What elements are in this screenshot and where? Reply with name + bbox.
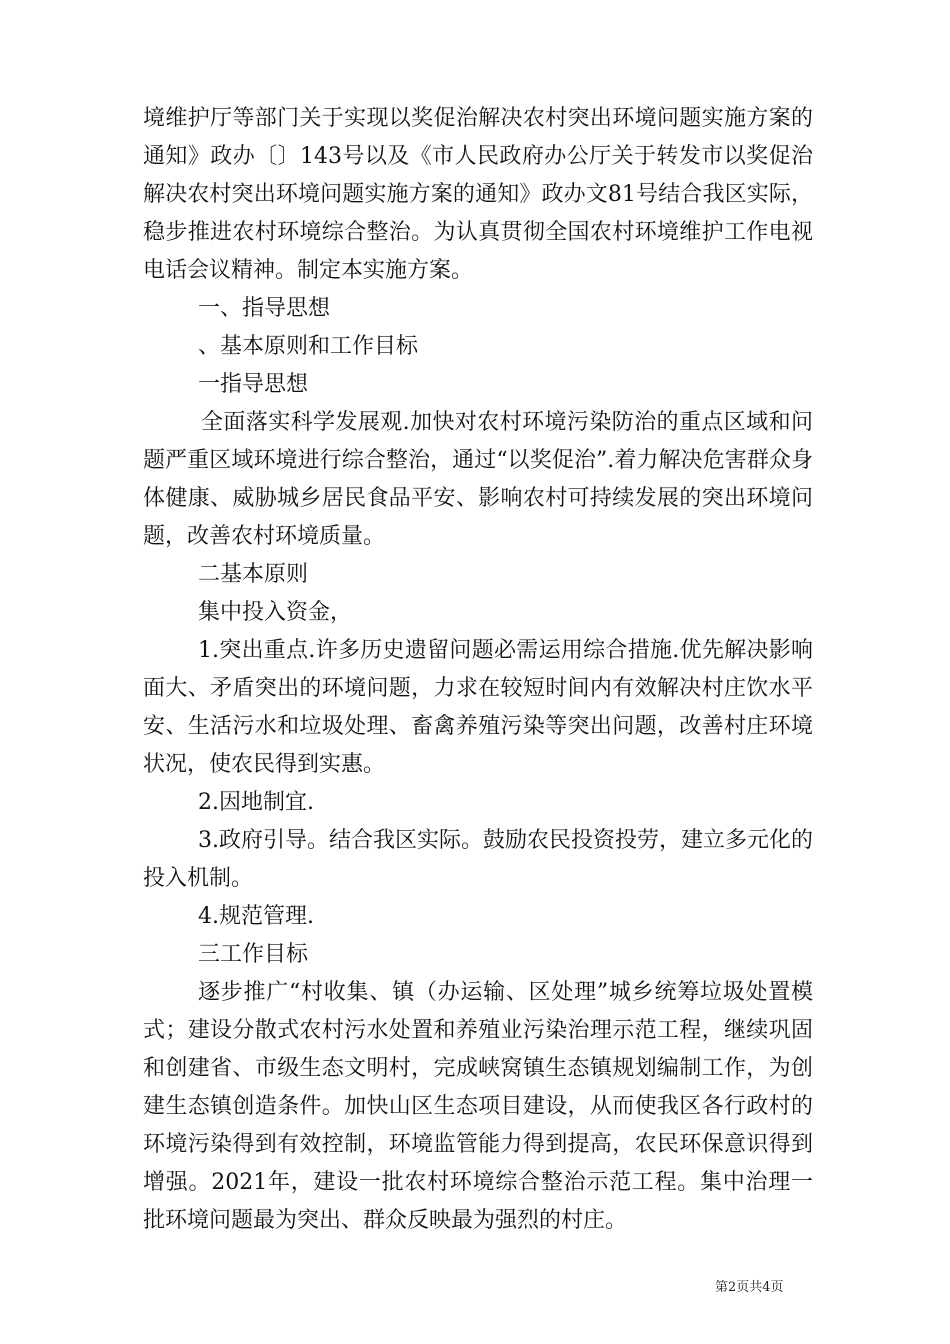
subheading-basic-principles: 二基本原则 bbox=[198, 562, 309, 587]
paragraph-work-goals: 逐步推广“村收集、镇（办运输、区处理”城乡统筹垃圾处置模式；建设分散式农村污水处置和养殖业污染治理示范工程，继续巩固和创建省、市级生态文明村，完成峡窝镇生态镇规划编制工作，为创建生态镇创造条件。加快山区生态项目建设，从而使我区各行政村的环境污染得到有效控制，环境监管能力得到提高，农民环保意识得到增强。2021年，建设一批农村环境综合整治示范工程。集中治理一批环境问题最为突出、群众反映最为强烈的村庄。 bbox=[143, 980, 813, 1233]
subheading-guiding-ideology: 一指导思想 bbox=[198, 372, 309, 397]
document-body bbox=[143, 100, 813, 1240]
paragraph-intro: 境维护厅等部门关于实现以奖促治解决农村突出环境问题实施方案的通知》政办〔〕143号以及《市人民政府办公厅关于转发市以奖促治解决农村突出环境问题实施方案的通知》政办文81号结合我区实际，稳步推进农村环境综合整治。为认真贯彻全国农村环境维护工作电视电话会议精神。制定本实施方案。 bbox=[143, 106, 813, 283]
list-item-government-guidance: 3.政府引导。结合我区实际。鼓励农民投资投劳，建立多元化的投入机制。 bbox=[143, 828, 813, 891]
paragraph-guiding-ideology: 全面落实科学发展观.加快对农村环境污染防治的重点区域和问题严重区域环境进行综合整治，通过“以奖促治”.着力解决危害群众身体健康、威胁城乡居民食品平安、影响农村可持续发展的突出环境问题，改善农村环境质量。 bbox=[143, 410, 813, 549]
list-item-standard-management: 4.规范管理. bbox=[198, 904, 314, 929]
list-item-priority: 1.突出重点.许多历史遗留问题必需运用综合措施.优先解决影响面大、矛盾突出的环境问题，力求在较短时间内有效解决村庄饮水平安、生活污水和垃圾处理、畜禽养殖污染等突出问题，改善村庄环境状况，使农民得到实惠。 bbox=[143, 638, 813, 777]
heading-guiding-ideology: 一、指导思想 bbox=[198, 296, 331, 321]
list-item-local-conditions: 2.因地制宜. bbox=[198, 790, 314, 815]
page-number: 第2页共4页 bbox=[715, 1280, 784, 1295]
heading-principles-goals: 、基本原则和工作目标 bbox=[198, 334, 419, 359]
subheading-work-goals: 三工作目标 bbox=[198, 942, 309, 967]
paragraph-funding: 集中投入资金， bbox=[198, 600, 353, 625]
